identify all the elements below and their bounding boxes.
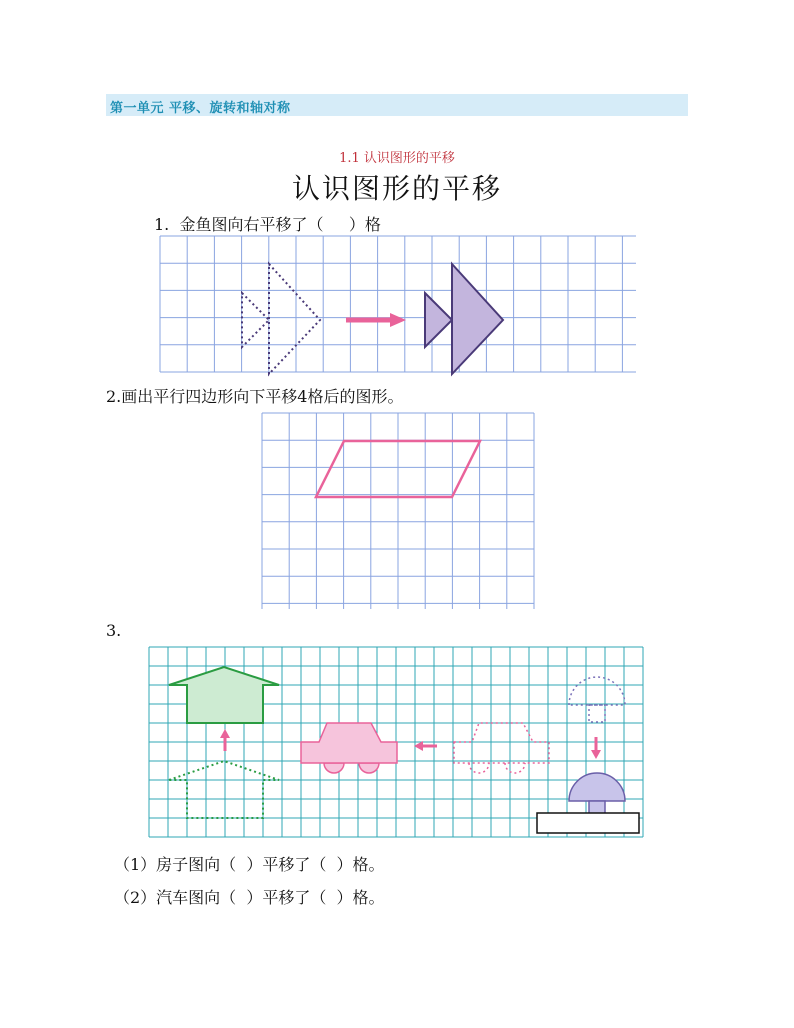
parallelogram-grid (262, 413, 534, 609)
question-3-number: 3. (106, 621, 122, 640)
question-1-text: 1. 金鱼图向右平移了（ ）格 (154, 215, 381, 234)
car-original (454, 723, 549, 773)
right-arrow-icon (346, 313, 406, 327)
section-label: 1.1 认识图形的平移 (339, 151, 455, 166)
question-2-text: 2.画出平行四边形向下平移4格后的图形。 (106, 387, 404, 406)
fish-translated-tail (425, 293, 452, 347)
up-arrow-icon (220, 729, 230, 751)
mushroom-translated (569, 773, 625, 815)
mushroom-original (569, 677, 625, 722)
fish-original-body (269, 264, 320, 374)
car-translated (301, 723, 397, 773)
question-3-sub-2: （2）汽车图向（ ）平移了（ ）格。 (114, 888, 385, 907)
fish-translated-body (452, 264, 503, 374)
mushroom-base-block (537, 813, 639, 833)
unit-banner (106, 94, 688, 116)
down-arrow-icon (591, 737, 601, 759)
shapes-grid (149, 647, 643, 837)
fish-grid (160, 236, 636, 372)
question-3-sub-1: （1）房子图向（ ）平移了（ ）格。 (114, 855, 385, 874)
unit-title: 第一单元 平移、旋转和轴对称 (110, 101, 291, 116)
fish-original-tail (242, 293, 269, 347)
page-title: 认识图形的平移 (291, 172, 502, 205)
